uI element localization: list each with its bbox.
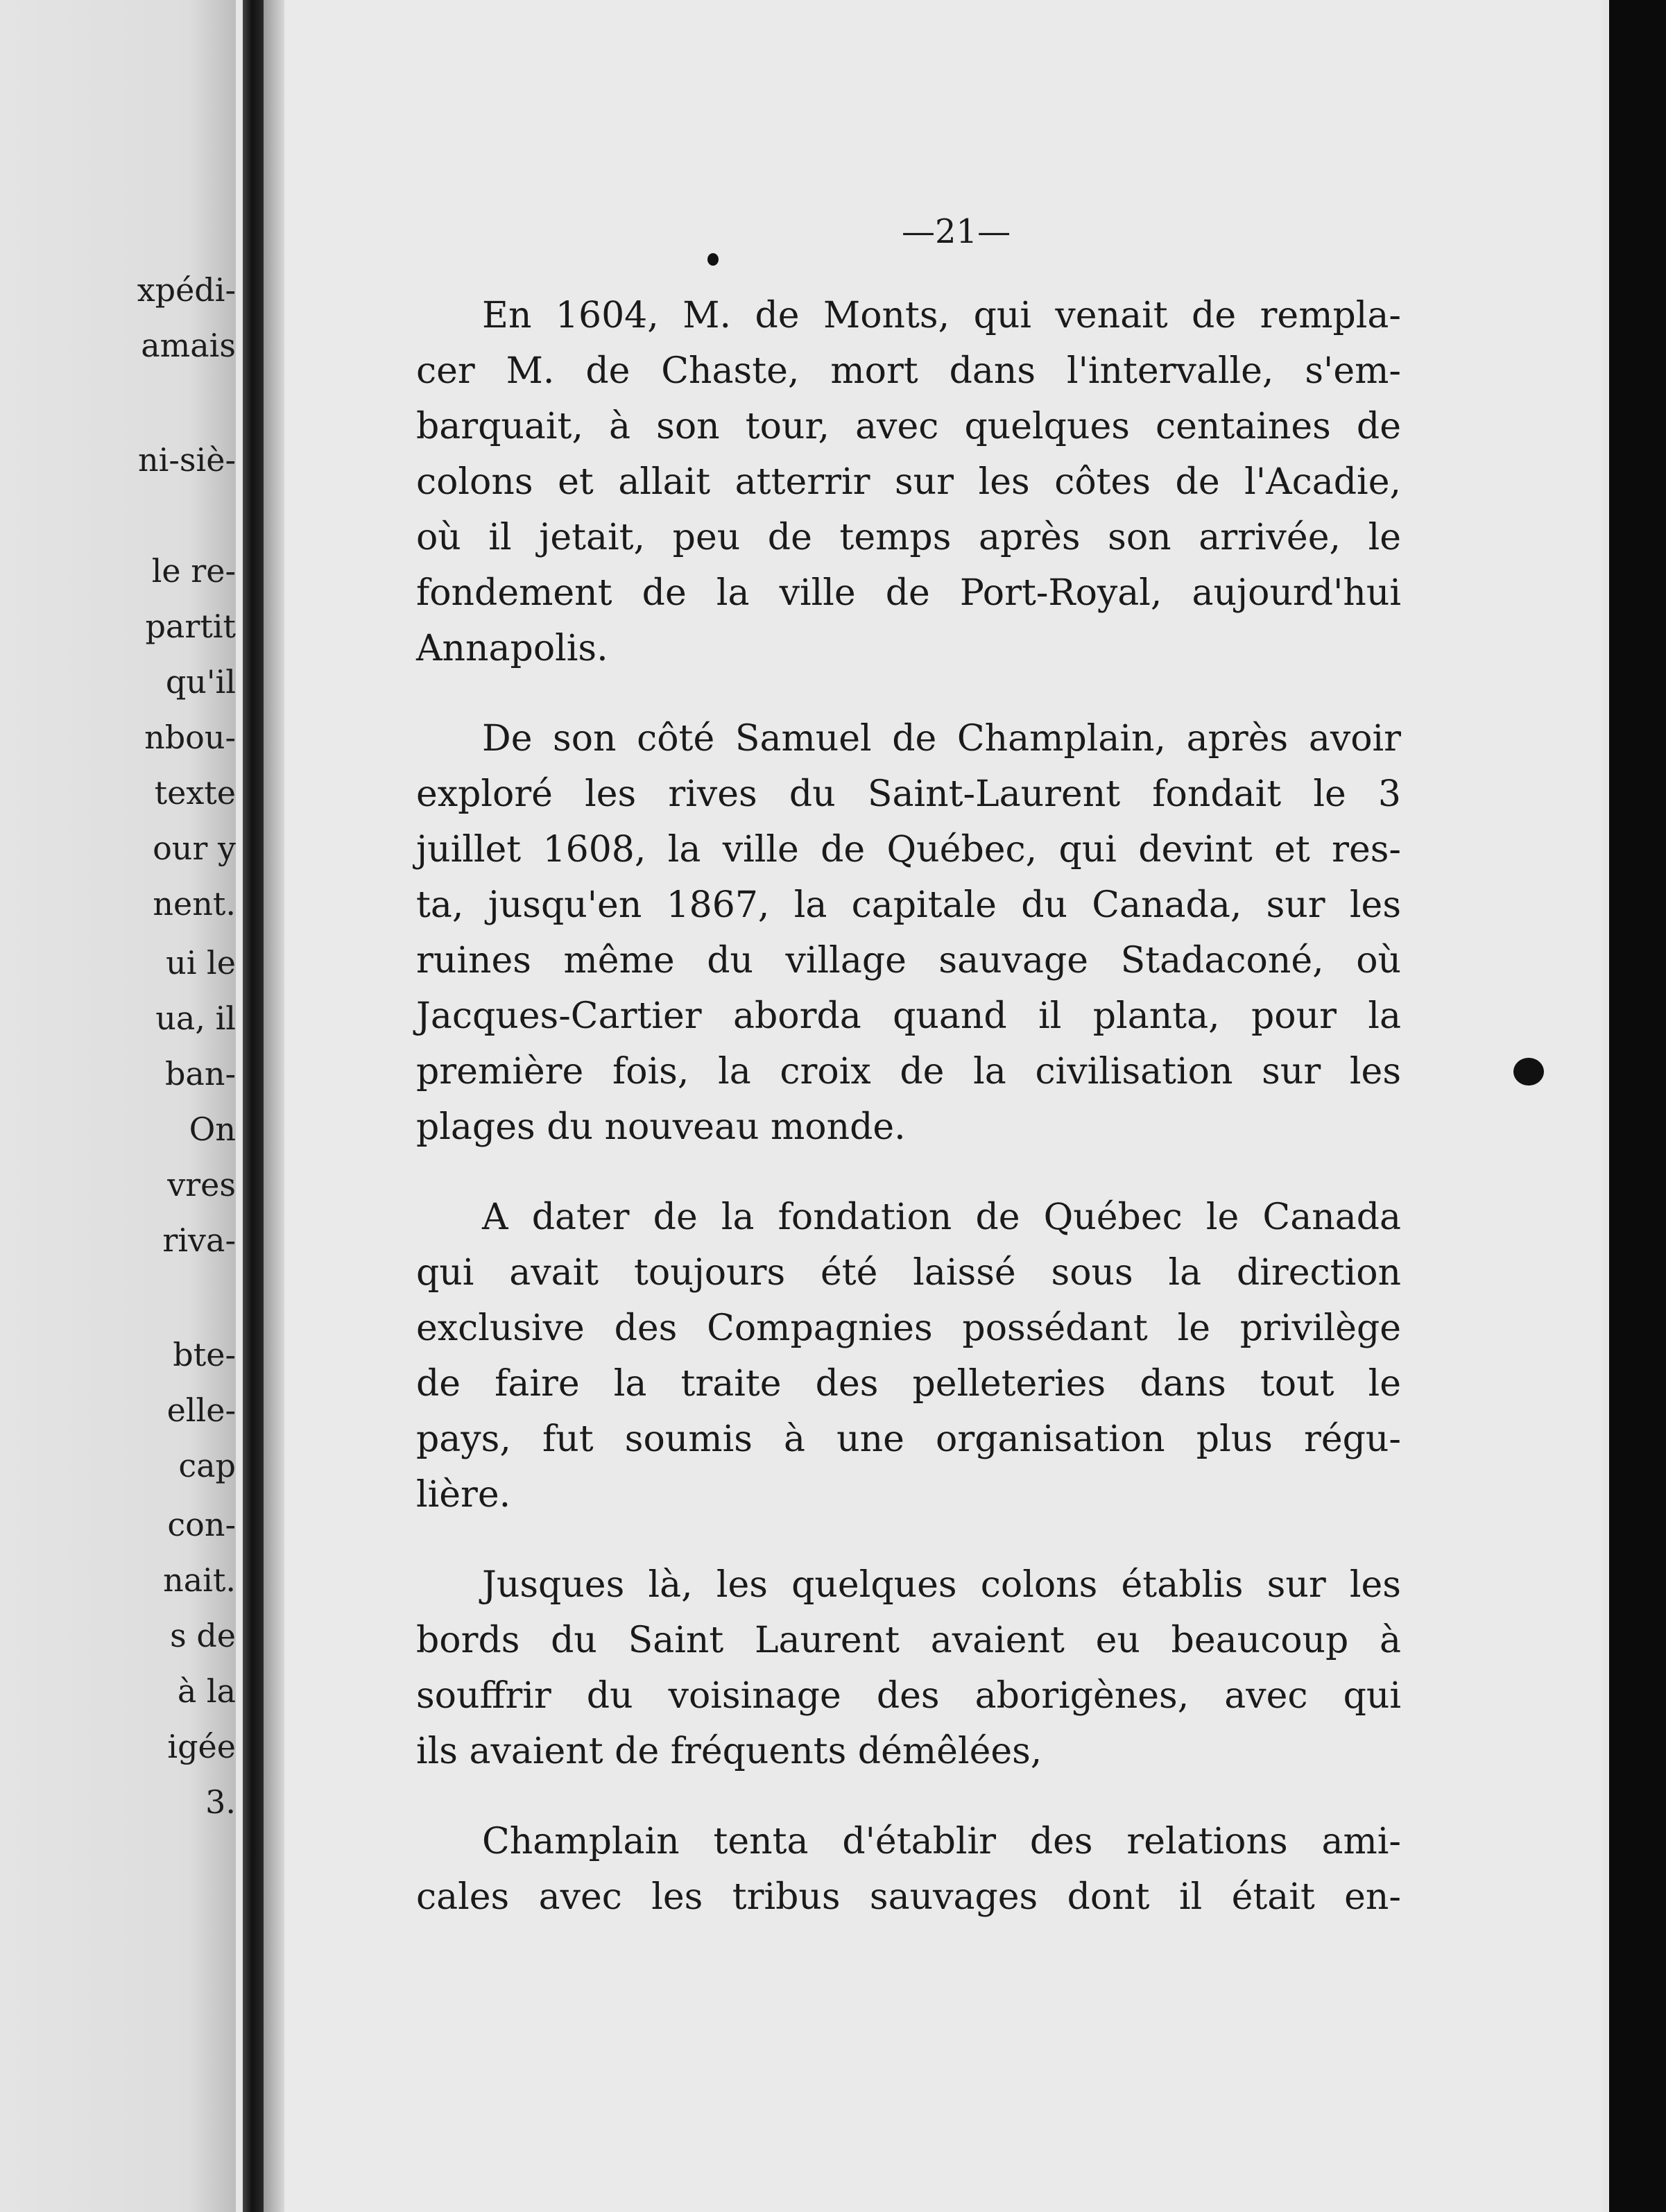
left-page-line: our y — [153, 830, 236, 867]
left-page-line: nbou- — [144, 719, 236, 756]
left-page-line: ban- — [164, 1055, 236, 1092]
text-line: exclusive des Compagnies possédant le privilège — [416, 1308, 1401, 1349]
left-page-line: nait. — [163, 1561, 236, 1599]
paragraph — [416, 288, 1401, 676]
left-page-line: riva- — [162, 1221, 236, 1259]
scan-border — [1609, 0, 1666, 2212]
left-page-line: à la — [177, 1672, 236, 1710]
left-page-line: texte — [154, 774, 236, 812]
ink-blot — [1513, 1058, 1544, 1086]
text-line: lière. — [416, 1474, 511, 1516]
text-line: Champlain tenta d'établir des relations ami- — [482, 1821, 1401, 1862]
paragraph — [416, 1557, 1401, 1779]
text-line: fondement de la ville de Port-Royal, aujourd'hui — [416, 572, 1401, 614]
text-line: A dater de la fondation de Québec le Canada — [482, 1197, 1401, 1238]
paragraph — [416, 1190, 1401, 1523]
ink-speck — [707, 253, 719, 266]
text-line: juillet 1608, la ville de Québec, qui devint et res- — [416, 829, 1401, 871]
text-line: Jusques là, les quelques colons établis sur les — [482, 1564, 1401, 1606]
text-line: barquait, à son tour, avec quelques centaines de — [416, 406, 1401, 447]
left-page-line: s de — [170, 1617, 236, 1654]
text-line: première fois, la croix de la civilisation sur les — [416, 1051, 1401, 1092]
left-page-line: cap — [178, 1447, 236, 1484]
paragraph — [416, 1814, 1401, 1925]
left-page-line: ui le — [166, 944, 236, 981]
left-page-line: qu'il — [165, 663, 236, 701]
left-page-line: 3. — [205, 1783, 236, 1821]
book-spine — [243, 0, 264, 2212]
text-line: cales avec les tribus sauvages dont il était en- — [416, 1876, 1401, 1918]
text-line: ils avaient de fréquents démêlées, — [416, 1731, 1042, 1772]
text-line: qui avait toujours été laissé sous la direction — [416, 1252, 1401, 1294]
text-line: où il jetait, peu de temps après son arrivée, le — [416, 517, 1401, 558]
text-line: bords du Saint Laurent avaient eu beaucoup à — [416, 1620, 1401, 1661]
right-page-text — [416, 288, 1401, 1925]
text-line: de faire la traite des pelleteries dans tout le — [416, 1363, 1401, 1405]
paragraph — [416, 711, 1401, 1155]
left-page-line: partit — [145, 608, 236, 645]
text-line: Annapolis. — [416, 628, 608, 669]
left-page-line: le re- — [151, 552, 236, 590]
text-line: colons et allait atterrir sur les côtes de l'Acadie, — [416, 461, 1401, 503]
left-page-line: nent. — [153, 885, 236, 923]
left-page-line: vres — [167, 1166, 236, 1203]
text-line: En 1604, M. de Monts, qui venait de rempla- — [482, 295, 1401, 336]
text-line: cer M. de Chaste, mort dans l'intervalle, s'em- — [416, 350, 1401, 392]
text-line: plages du nouveau monde. — [416, 1106, 906, 1148]
text-line: souffrir du voisinage des aborigènes, avec qui — [416, 1675, 1401, 1717]
left-page-line: xpédi- — [137, 271, 236, 309]
left-page-line: ua, il — [155, 1000, 236, 1037]
text-line: ta, jusqu'en 1867, la capitale du Canada, sur les — [416, 884, 1401, 926]
left-page-line: igée — [167, 1728, 236, 1765]
left-page-line: amais — [141, 327, 236, 364]
left-page-line: con- — [167, 1506, 236, 1543]
text-line: exploré les rives du Saint-Laurent fondait le 3 — [416, 773, 1401, 815]
text-line: ruines même du village sauvage Stadaconé, où — [416, 940, 1401, 981]
left-page-line: bte- — [173, 1336, 236, 1373]
page-number: —21— — [902, 212, 1011, 251]
left-page-line: On — [189, 1111, 236, 1148]
left-page-line: elle- — [166, 1391, 236, 1429]
text-line: Jacques-Cartier aborda quand il planta, pour la — [416, 995, 1401, 1037]
text-line: pays, fut soumis à une organisation plus régu- — [416, 1418, 1401, 1460]
text-line: De son côté Samuel de Champlain, après avoir — [482, 718, 1401, 760]
left-page — [0, 0, 236, 2212]
gutter-shadow — [264, 0, 284, 2212]
left-page-line: ni-siè- — [138, 441, 236, 479]
